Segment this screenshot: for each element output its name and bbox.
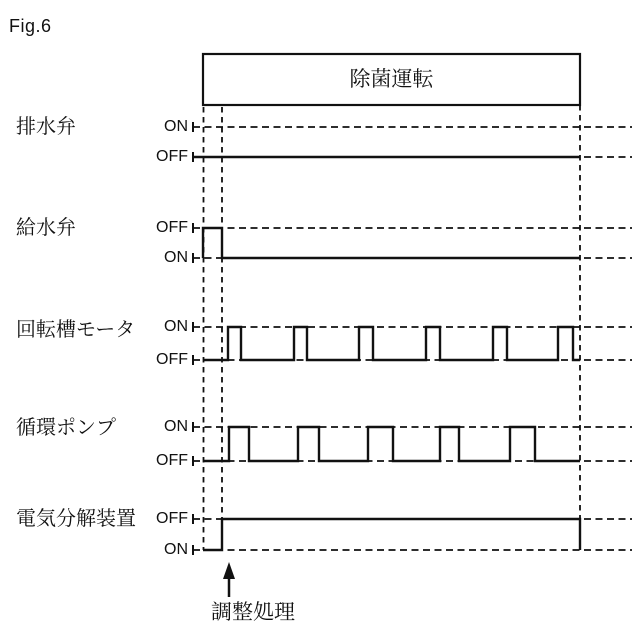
signal-name-electrolysis-unit: 電気分解装置: [16, 508, 136, 530]
signal-waveform: [203, 519, 580, 550]
signal-name-drain-valve: 排水弁: [16, 116, 76, 138]
signal-name-circulation-pump: 循環ポンプ: [16, 417, 116, 439]
annotation-label: 調整処理: [211, 601, 295, 624]
signal-top-level-label: ON: [164, 418, 188, 435]
adjustment-arrow-head: [223, 562, 235, 579]
signal-bottom-level-label: ON: [164, 541, 188, 558]
signal-waveform: [203, 228, 580, 258]
signal-name-supply-valve: 給水弁: [16, 217, 76, 239]
signal-top-level-label: OFF: [156, 219, 188, 236]
signal-bottom-level-label: ON: [164, 249, 188, 266]
signal-waveform: [203, 327, 580, 360]
signal-bottom-level-label: OFF: [156, 452, 188, 469]
signal-top-level-label: ON: [164, 118, 188, 135]
figure-label: Fig.6: [9, 16, 52, 36]
signal-waveform: [203, 427, 580, 461]
signal-bottom-level-label: OFF: [156, 351, 188, 368]
signal-name-drum-motor: 回転槽モータ: [16, 319, 136, 341]
signal-bottom-level-label: OFF: [156, 148, 188, 165]
signal-top-level-label: ON: [164, 318, 188, 335]
operation-box-label: 除菌運転: [349, 68, 434, 91]
signal-top-level-label: OFF: [156, 510, 188, 527]
